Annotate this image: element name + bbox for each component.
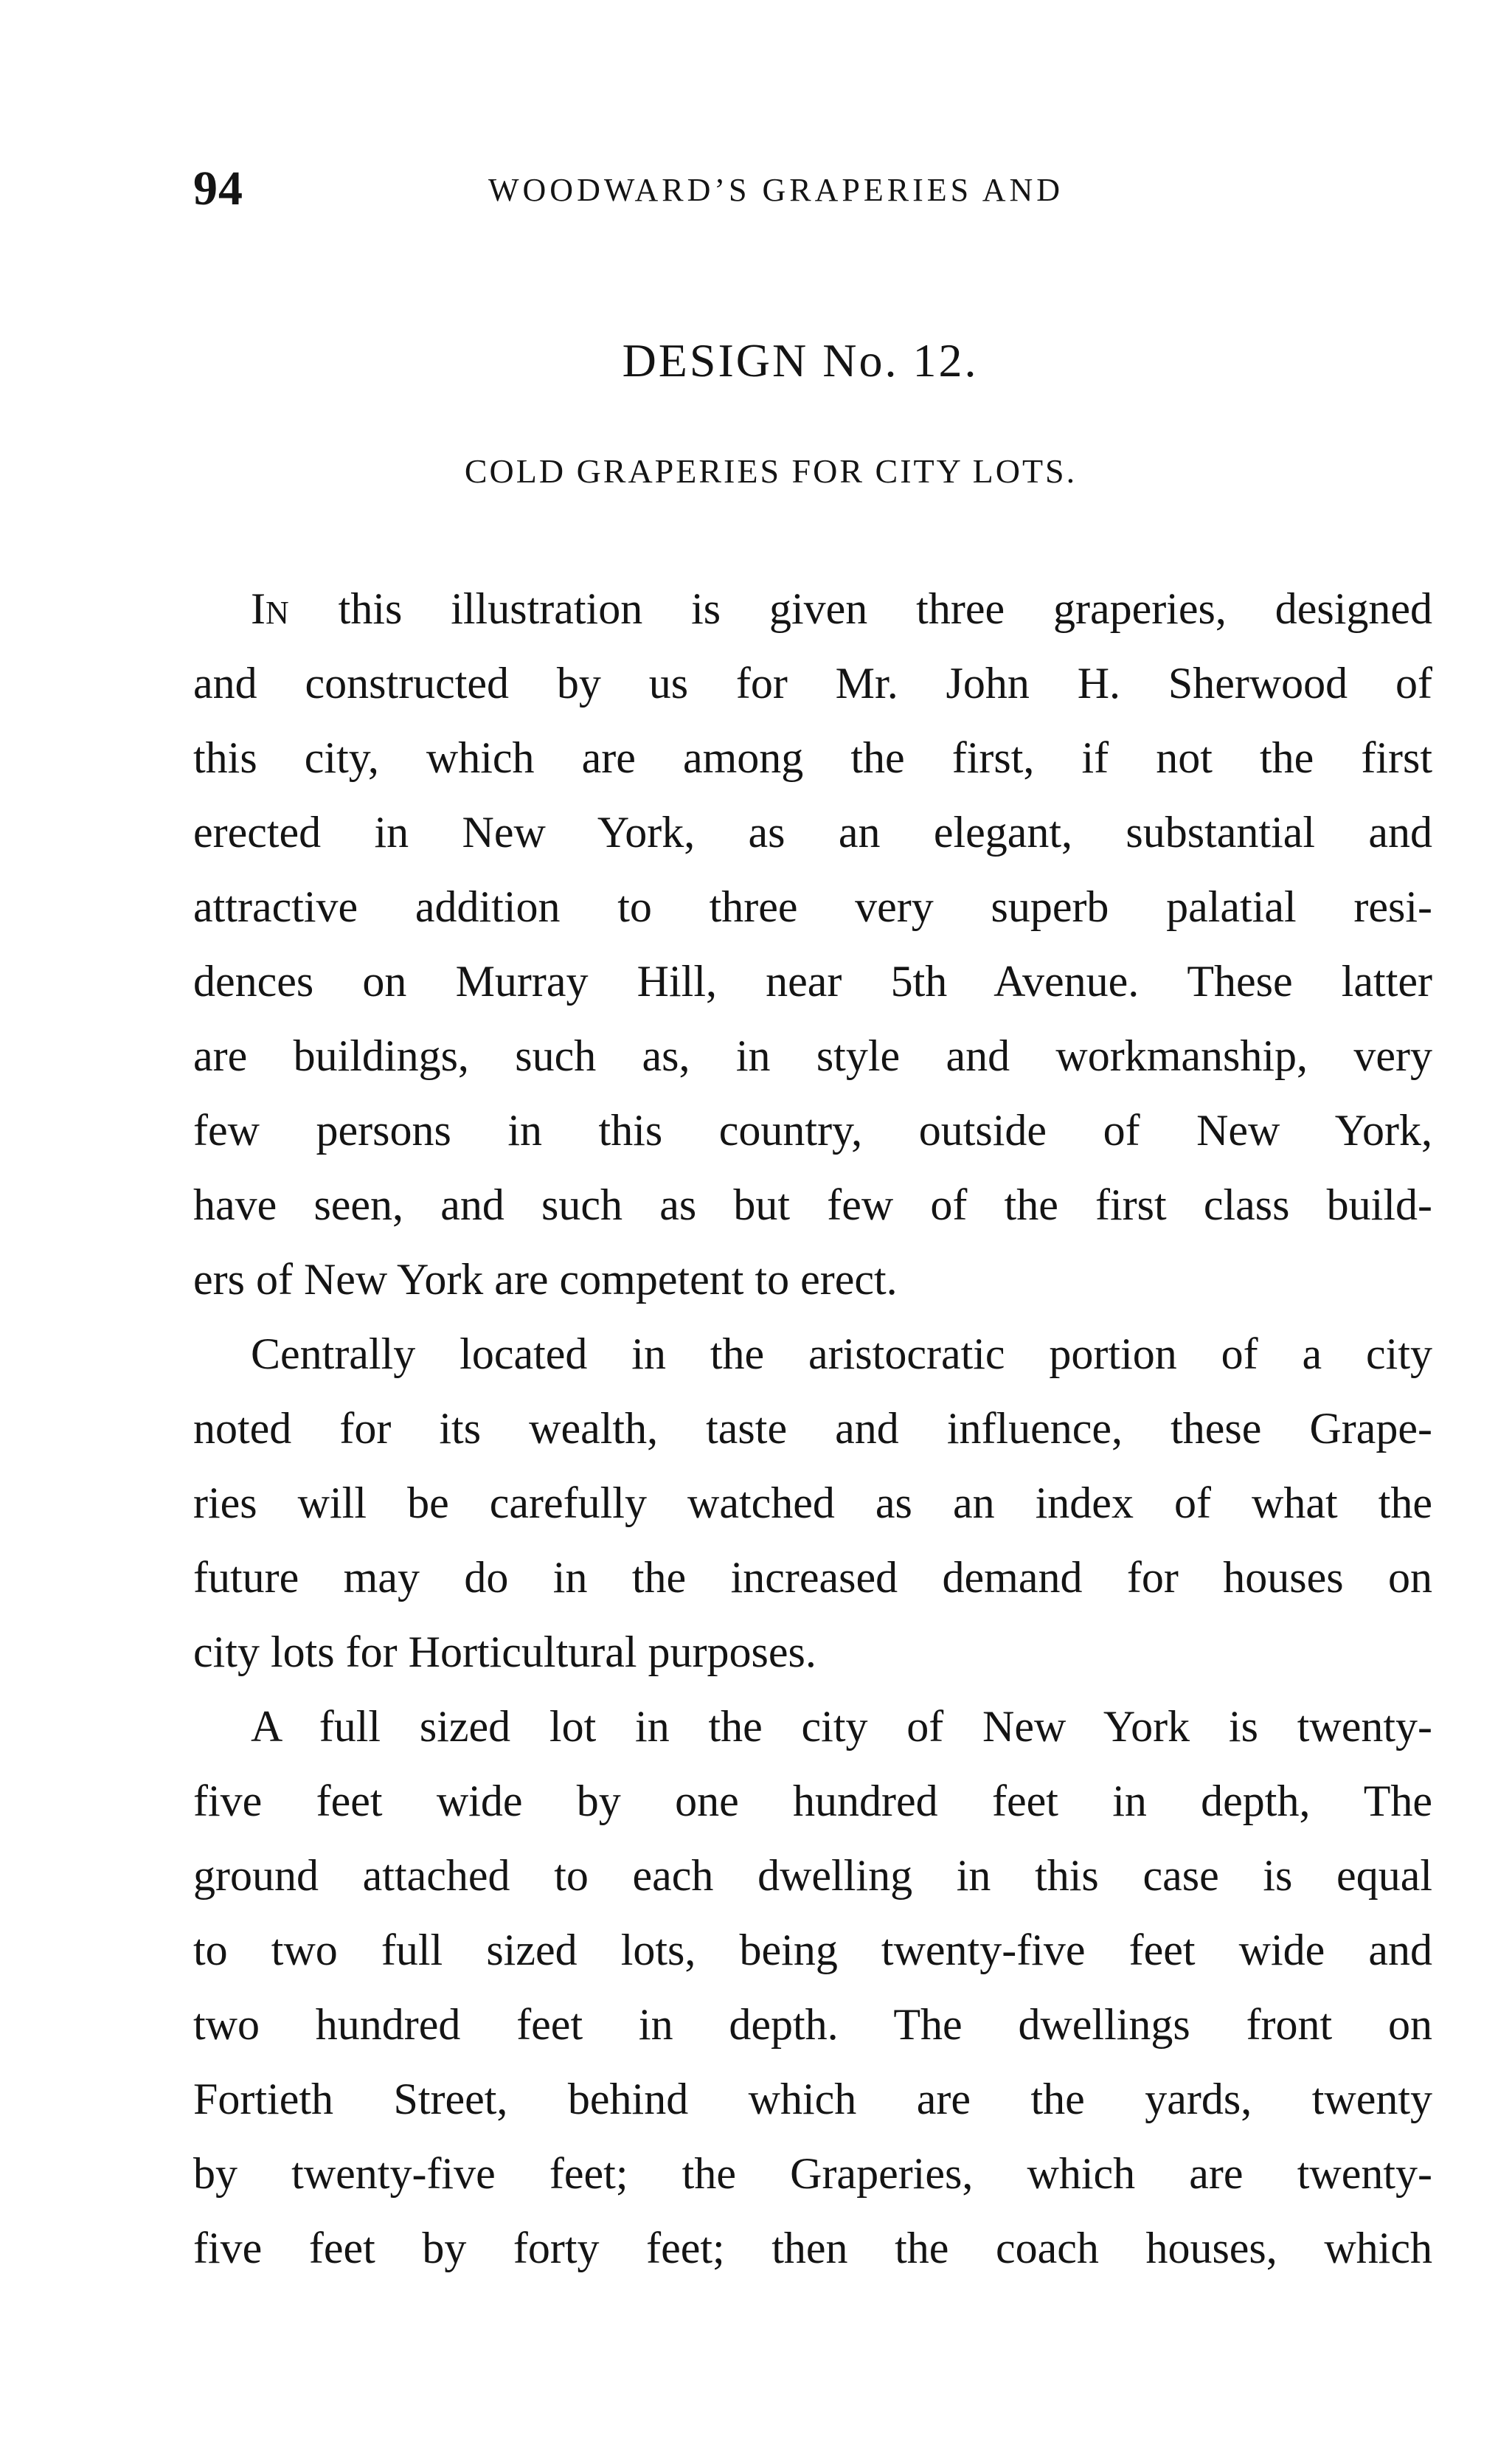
text-line: and constructed by us for Mr. John H. Sherwood of bbox=[193, 659, 1432, 708]
text-line: attractive addition to three very superb palatial resi- bbox=[193, 882, 1432, 931]
text-line: this city, which are among the first, if not the first bbox=[193, 733, 1432, 782]
text-line: five feet by forty feet; then the coach houses, which bbox=[193, 2224, 1432, 2272]
text-line: noted for its wealth, taste and influence, these Grape- bbox=[193, 1404, 1432, 1453]
text-line: ground attached to each dwelling in this case is equal bbox=[193, 1851, 1432, 1900]
text-line: few persons in this country, outside of New York, bbox=[193, 1106, 1432, 1155]
text-line: erected in New York, as an elegant, substantial and bbox=[193, 808, 1432, 857]
initial-letter: I bbox=[251, 584, 266, 633]
text-line: Fortieth Street, behind which are the yards, twenty bbox=[193, 2075, 1432, 2123]
running-title: WOODWARD’S GRAPERIES AND bbox=[488, 172, 1064, 208]
text-line bbox=[193, 572, 1432, 646]
running-head bbox=[193, 161, 1226, 220]
text-line: by twenty-five feet; the Graperies, which are twenty- bbox=[193, 2149, 1432, 2198]
text-line: dences on Murray Hill, near 5th Avenue. These latter bbox=[193, 957, 1432, 1006]
small-caps-letter: N bbox=[265, 595, 290, 631]
section-title: COLD GRAPERIES FOR CITY LOTS. bbox=[464, 452, 1078, 490]
text-line: ers of New York are competent to erect. bbox=[193, 1255, 898, 1304]
body-text bbox=[193, 572, 1432, 2286]
text-line: ries will be carefully watched as an index of what the bbox=[193, 1479, 1432, 1527]
design-title: DESIGN No. 12. bbox=[622, 334, 979, 387]
text-line: to two full sized lots, being twenty-five feet wide and bbox=[193, 1926, 1432, 1974]
text-line: have seen, and such as but few of the first class build- bbox=[193, 1180, 1432, 1229]
text-line: future may do in the increased demand for houses on bbox=[193, 1553, 1432, 1602]
text-line: city lots for Horticultural purposes. bbox=[193, 1628, 816, 1676]
line-text: this illustration is given three graperies, designed bbox=[289, 584, 1432, 633]
page-number: 94 bbox=[193, 162, 243, 215]
text-line: Centrally located in the aristocratic portion of a city bbox=[251, 1329, 1432, 1378]
text-line: two hundred feet in depth. The dwellings front on bbox=[193, 2000, 1432, 2049]
text-line: are buildings, such as, in style and workmanship, very bbox=[193, 1031, 1432, 1080]
text-line: A full sized lot in the city of New York is twenty- bbox=[251, 1702, 1432, 1751]
text-line: five feet wide by one hundred feet in depth, The bbox=[193, 1777, 1432, 1825]
